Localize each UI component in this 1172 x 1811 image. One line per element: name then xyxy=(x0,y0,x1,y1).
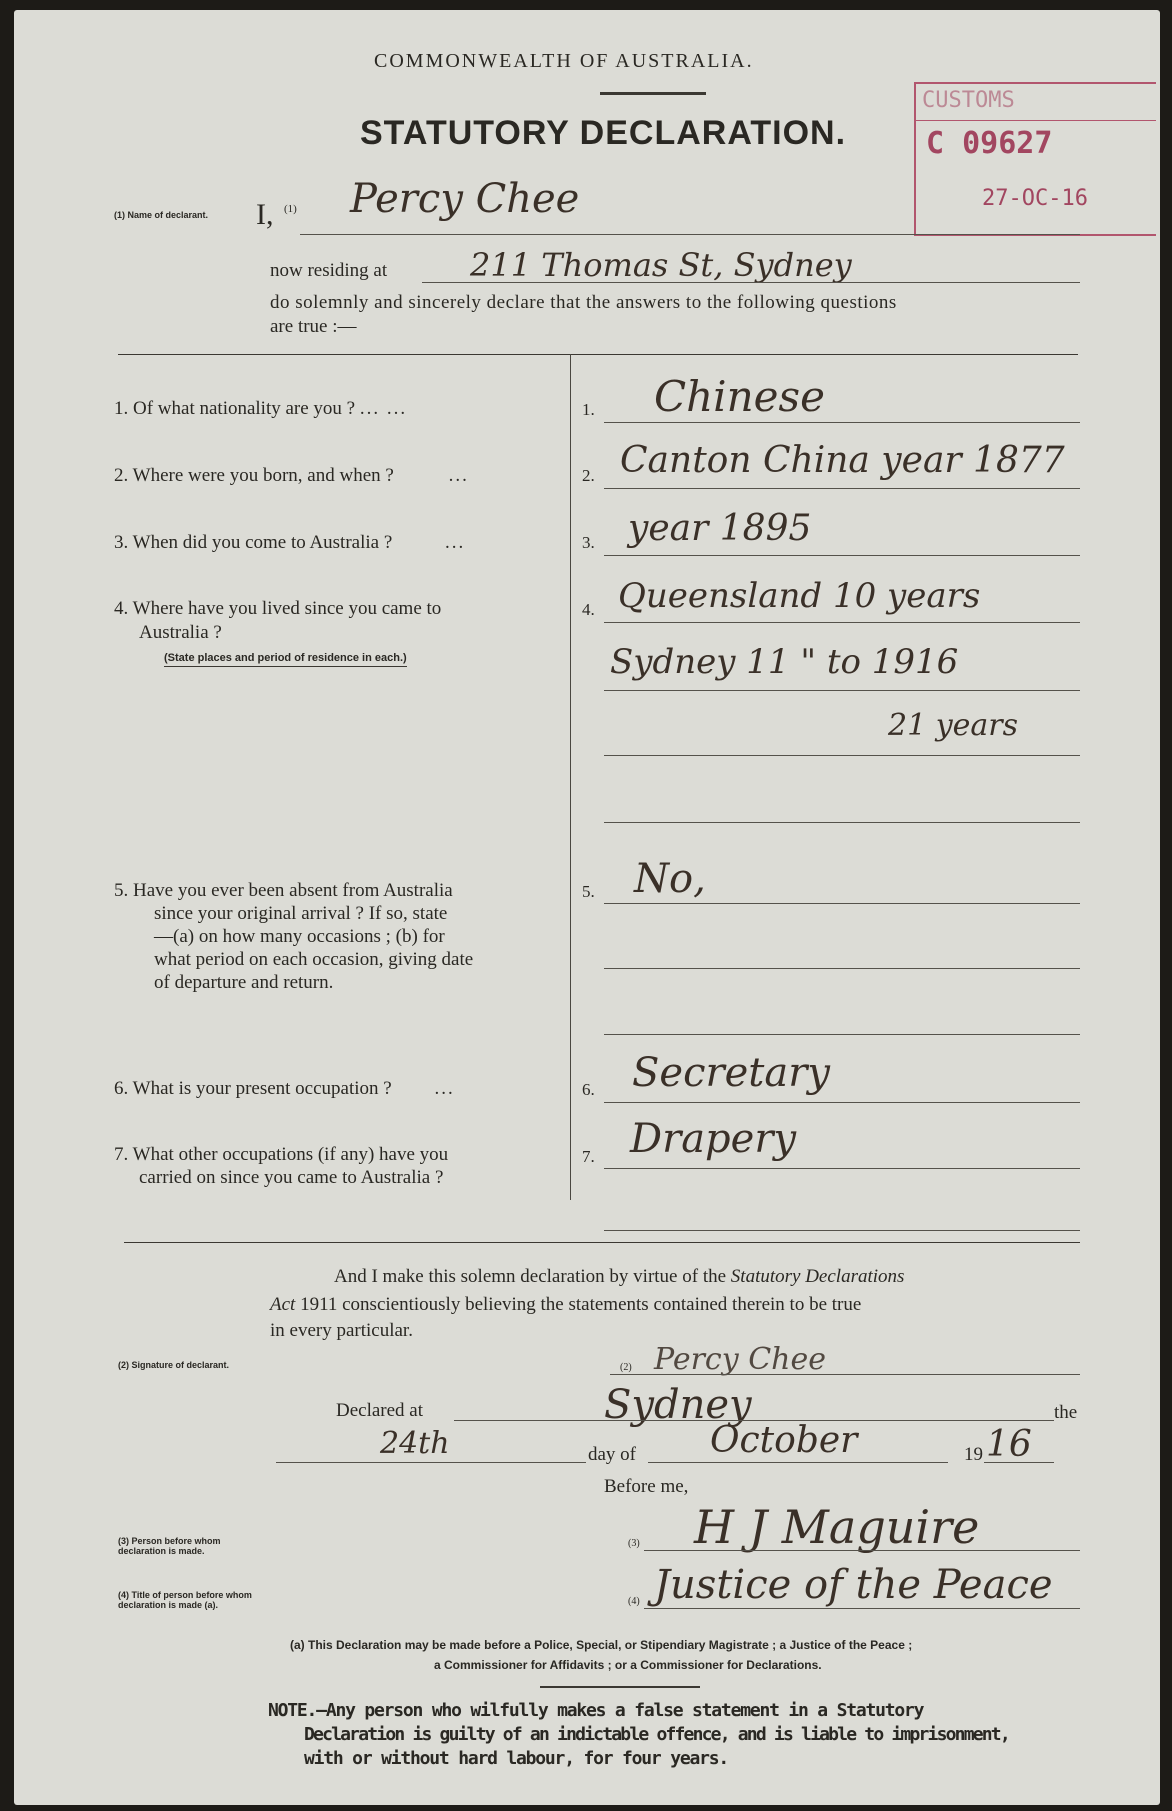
margin-note-3: (3) Person before whom declaration is made. xyxy=(118,1536,221,1556)
day-of-label: day of xyxy=(588,1444,637,1465)
question-4-note: (State places and period of residence in each.) xyxy=(164,652,407,667)
declared-place: Sydney xyxy=(604,1382,752,1428)
answer-4-number: 4. xyxy=(582,600,595,619)
answer-5-line-b xyxy=(604,968,1080,969)
column-divider xyxy=(570,354,571,1200)
question-7: 7. What other occupations (if any) have you xyxy=(114,1144,449,1165)
the-label: the xyxy=(1054,1402,1078,1423)
answer-4-line-d xyxy=(604,822,1080,823)
witness-signature: H J Maguire xyxy=(694,1500,980,1554)
answer-7-line-a xyxy=(604,1168,1080,1169)
question-6: 6. What is your present occupation ? ... xyxy=(114,1078,455,1099)
note-line-2: Declaration is guilty of an indictable offence, and is liable to imprisonment, xyxy=(304,1724,1009,1745)
question-5-line-2: since your original arrival ? If so, state xyxy=(154,903,448,924)
signature-line xyxy=(610,1374,1080,1375)
stamp-number: C 09627 xyxy=(926,126,1053,161)
question-3: 3. When did you come to Australia ? ... xyxy=(114,532,466,553)
answer-4-line-2: Sydney 11 " to 1916 xyxy=(610,642,959,682)
ref-4: (4) xyxy=(628,1596,640,1607)
declaration-line-2: Act 1911 conscientiously believing the statements contained therein to be true xyxy=(270,1294,862,1315)
section-rule-top xyxy=(118,354,1078,355)
declaration-form xyxy=(14,10,1160,1805)
answer-1: Chinese xyxy=(654,372,825,421)
footnote-divider xyxy=(540,1686,700,1688)
stamp-date: 27-OC-16 xyxy=(982,186,1088,211)
answer-2-line xyxy=(604,488,1080,489)
note-line-1: NOTE.—Any person who wilfully makes a false statement in a Statutory xyxy=(268,1700,924,1721)
question-5-line-3: —(a) on how many occasions ; (b) for xyxy=(154,926,445,947)
month-line xyxy=(648,1462,948,1463)
answer-1-line xyxy=(604,422,1080,423)
before-me-label: Before me, xyxy=(604,1476,689,1497)
answer-5: No, xyxy=(634,856,706,902)
residing-label: now residing at xyxy=(270,260,388,281)
declared-at-label: Declared at xyxy=(336,1400,424,1421)
page-title: STATUTORY DECLARATION. xyxy=(360,114,847,152)
declaration-line-1: And I make this solemn declaration by virtue of the Statutory Declarations xyxy=(334,1266,905,1287)
address: 211 Thomas St, Sydney xyxy=(470,246,852,284)
declared-month: October xyxy=(710,1420,858,1461)
witness-title-line xyxy=(644,1608,1080,1609)
country-heading: COMMONWEALTH OF AUSTRALIA. xyxy=(374,50,754,72)
ref-1: (1) xyxy=(284,203,297,215)
question-5-line-5: of departure and return. xyxy=(154,972,334,993)
section-rule-bottom xyxy=(124,1242,1080,1243)
footnote-line-1: (a) This Declaration may be made before a Police, Special, or Stipendiary Magistrate ; a Justice of the Peace ; xyxy=(290,1638,913,1652)
answer-6-number: 6. xyxy=(582,1080,595,1099)
answer-1-number: 1. xyxy=(582,400,595,419)
declaration-line-3: in every particular. xyxy=(270,1320,413,1341)
question-1: 1. Of what nationality are you ? ... ... xyxy=(114,398,408,419)
year-prefix: 19 xyxy=(964,1444,983,1465)
declarant-name: Percy Chee xyxy=(350,176,580,222)
answer-4-line-a xyxy=(604,622,1080,623)
question-2: 2. Where were you born, and when ? ... xyxy=(114,465,469,486)
header-divider xyxy=(600,92,706,95)
question-7-line-2: carried on since you came to Australia ? xyxy=(139,1167,444,1188)
witness-title: Justice of the Peace xyxy=(654,1562,1053,1608)
declare-line-2: are true :— xyxy=(270,316,357,337)
margin-note-2: (2) Signature of declarant. xyxy=(118,1360,230,1370)
name-line xyxy=(300,234,1080,235)
ref-3: (3) xyxy=(628,1538,640,1549)
answer-7-number: 7. xyxy=(582,1147,595,1166)
answer-5-line-a xyxy=(604,903,1080,904)
year-line xyxy=(984,1462,1054,1463)
answer-4-line-1: Queensland 10 years xyxy=(618,576,981,616)
witness-line xyxy=(644,1550,1080,1551)
question-5-line-4: what period on each occasion, giving date xyxy=(154,949,474,970)
answer-6: Secretary xyxy=(632,1050,830,1096)
answer-6-line xyxy=(604,1102,1080,1103)
i-label: I, xyxy=(256,198,274,231)
answer-2-number: 2. xyxy=(582,466,595,485)
declared-day: 24th xyxy=(380,1426,450,1461)
question-4-cont: Australia ? xyxy=(139,622,222,643)
stamp-top-text: CUSTOMS xyxy=(922,88,1015,113)
answer-5-number: 5. xyxy=(582,882,595,901)
customs-stamp xyxy=(914,82,1156,236)
answer-4-line-3: 21 years xyxy=(888,708,1019,743)
answer-5-line-c xyxy=(604,1034,1080,1035)
footnote-line-2: a Commissioner for Affidavits ; or a Commissioner for Declarations. xyxy=(434,1658,822,1672)
declare-line-1: do solemnly and sincerely declare that the answers to the following questions xyxy=(270,292,897,313)
year-suffix: 16 xyxy=(986,1424,1032,1465)
answer-7: Drapery xyxy=(630,1116,797,1162)
note-line-3: with or without hard labour, for four years. xyxy=(304,1748,729,1769)
answer-3: year 1895 xyxy=(628,508,812,549)
question-5: 5. Have you ever been absent from Australia xyxy=(114,880,453,901)
address-line xyxy=(422,282,1080,283)
answer-2: Canton China year 1877 xyxy=(620,440,1065,481)
margin-note-1: (1) Name of declarant. xyxy=(114,210,209,220)
declarant-signature: Percy Chee xyxy=(654,1342,827,1377)
answer-4-line-b xyxy=(604,690,1080,691)
answer-4-line-c xyxy=(604,755,1080,756)
question-4: 4. Where have you lived since you came to xyxy=(114,598,442,619)
answer-3-number: 3. xyxy=(582,533,595,552)
answer-3-line xyxy=(604,555,1080,556)
margin-note-4: (4) Title of person before whom declaration is made (a). xyxy=(118,1590,252,1610)
answer-7-line-b xyxy=(604,1230,1080,1231)
day-line xyxy=(276,1462,586,1463)
ref-2: (2) xyxy=(620,1362,632,1373)
